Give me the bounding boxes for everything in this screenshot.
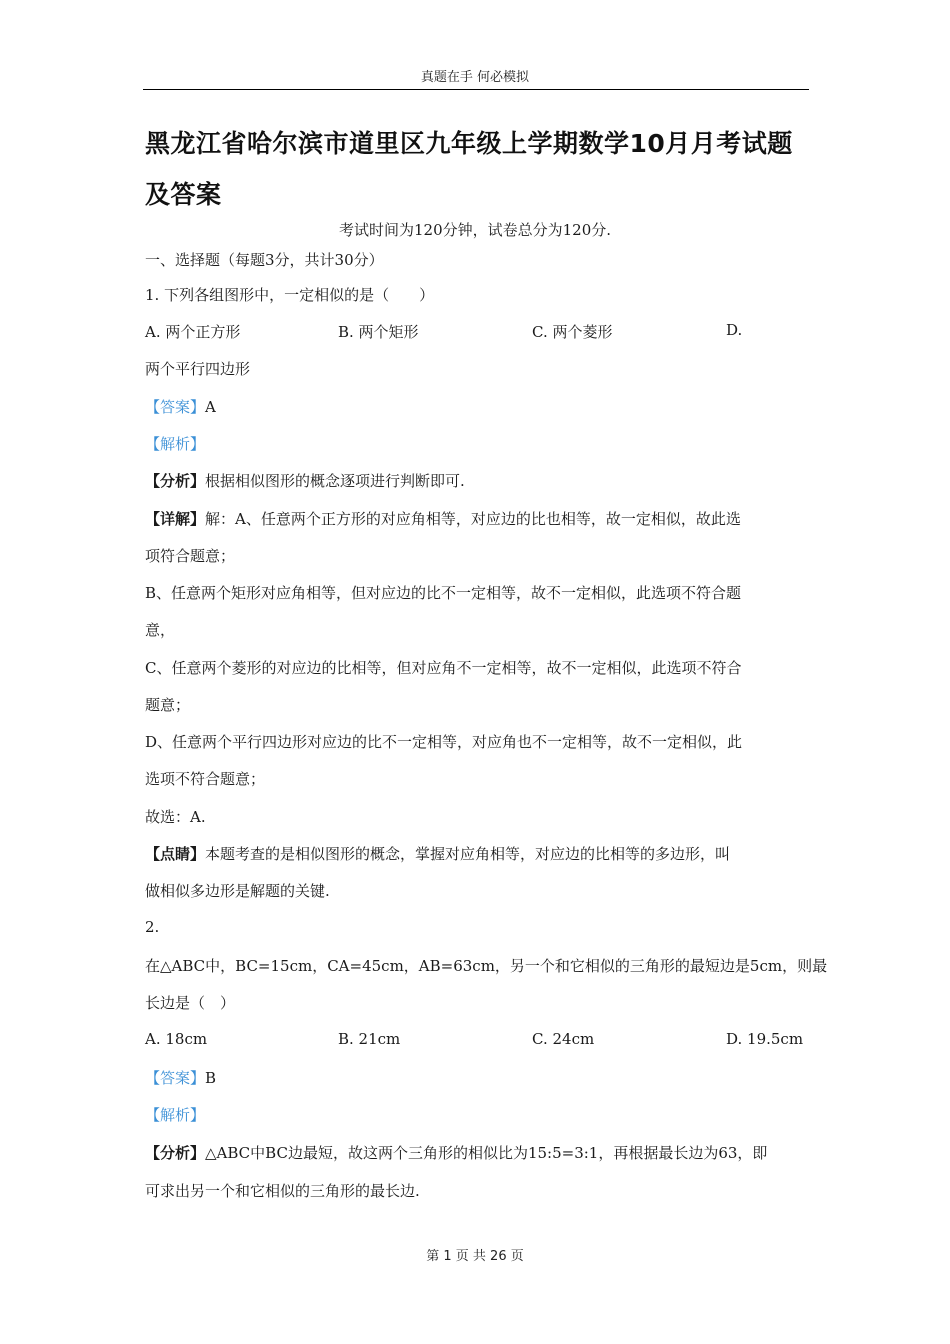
- exam-info: 考试时间为120分钟，试卷总分为120分.: [338, 221, 612, 239]
- fenxi-tag: 【分析】: [145, 472, 206, 490]
- q1-dianjing-text: 本题考查的是相似图形的概念，掌握对应角相等，对应边的比相等的多边形，叫: [205, 845, 731, 863]
- q1-option-c: C. 两个菱形: [532, 323, 613, 341]
- q2-stem-line2: 长边是（ ）: [145, 994, 236, 1012]
- q1-option-d: D.: [726, 321, 743, 339]
- q2-fenxi-line2: 可求出另一个和它相似的三角形的最长边.: [145, 1182, 420, 1200]
- q2-fenxi-line1: [145, 1142, 767, 1163]
- answer-tag: 【答案】: [145, 1069, 206, 1087]
- q1-xiangjie-line2: 项符合题意；: [145, 547, 236, 565]
- xiangjie-tag: 【详解】: [145, 510, 206, 528]
- q2-option-d: D. 19.5cm: [726, 1030, 804, 1048]
- q1-fenxi-text: 根据相似图形的概念逐项进行判断即可.: [205, 472, 465, 490]
- q1-xiangjie-text: 解：A、任意两个正方形的对应角相等，对应边的比也相等，故一定相似，故此选: [205, 510, 741, 528]
- q2-option-a: A. 18cm: [145, 1030, 208, 1048]
- q1-stem: 1. 下列各组图形中，一定相似的是（ ）: [145, 286, 435, 304]
- q2-stem-line1: 在△ABC中，BC=15cm，CA=45cm，AB=63cm，另一个和它相似的三角形的最短边是5cm，则最: [145, 957, 828, 975]
- q1-analysis-tag: 【解析】: [145, 435, 206, 453]
- q1-option-a: A. 两个正方形: [145, 323, 241, 341]
- q1-choose: 故选：A.: [145, 808, 206, 826]
- q1-dianjing-line1: [145, 843, 730, 864]
- header-divider: [143, 89, 809, 90]
- q2-fenxi-text: △ABC中BC边最短，故这两个三角形的相似比为15:5=3:1，再根据最长边为63，即: [205, 1144, 768, 1162]
- q1-option-d-text: 两个平行四边形: [145, 360, 251, 378]
- q2-answer: [145, 1067, 216, 1088]
- document-title-line2: 及答案: [145, 180, 222, 209]
- q1-b-line1: B、任意两个矩形对应角相等，但对应边的比不一定相等，故不一定相似，此选项不符合题: [145, 584, 742, 602]
- q1-answer-value: A: [205, 398, 216, 416]
- q2-answer-value: B: [205, 1069, 217, 1087]
- q1-b-line2: 意，: [145, 621, 176, 639]
- page-header: 真题在手 何必模拟: [420, 70, 530, 85]
- q1-c-line1: C、任意两个菱形的对应边的比相等，但对应角不一定相等，故不一定相似，此选项不符合: [145, 659, 742, 677]
- q1-d-line1: D、任意两个平行四边形对应边的比不一定相等，对应角也不一定相等，故不一定相似，此: [145, 733, 743, 751]
- dianjing-tag: 【点睛】: [145, 845, 206, 863]
- q1-xiangjie-line1: [145, 508, 741, 529]
- answer-tag: 【答案】: [145, 398, 206, 416]
- q2-option-c: C. 24cm: [532, 1030, 595, 1048]
- q1-d-line2: 选项不符合题意；: [145, 770, 266, 788]
- q1-option-b: B. 两个矩形: [338, 323, 419, 341]
- fenxi-tag: 【分析】: [145, 1144, 206, 1162]
- q2-number: 2.: [145, 918, 160, 936]
- q1-dianjing-line2: 做相似多边形是解题的关键.: [145, 882, 330, 900]
- page-footer: 第 1 页 共 26 页: [426, 1249, 524, 1264]
- q2-analysis-tag: 【解析】: [145, 1106, 206, 1124]
- q2-option-b: B. 21cm: [338, 1030, 401, 1048]
- document-title-line1: 黑龙江省哈尔滨市道里区九年级上学期数学10月月考试题: [145, 129, 793, 158]
- section-heading: 一、选择题（每题3分，共计30分）: [145, 251, 384, 269]
- q1-fenxi: [145, 470, 465, 491]
- q1-c-line2: 题意；: [145, 696, 191, 714]
- q1-answer: [145, 396, 216, 417]
